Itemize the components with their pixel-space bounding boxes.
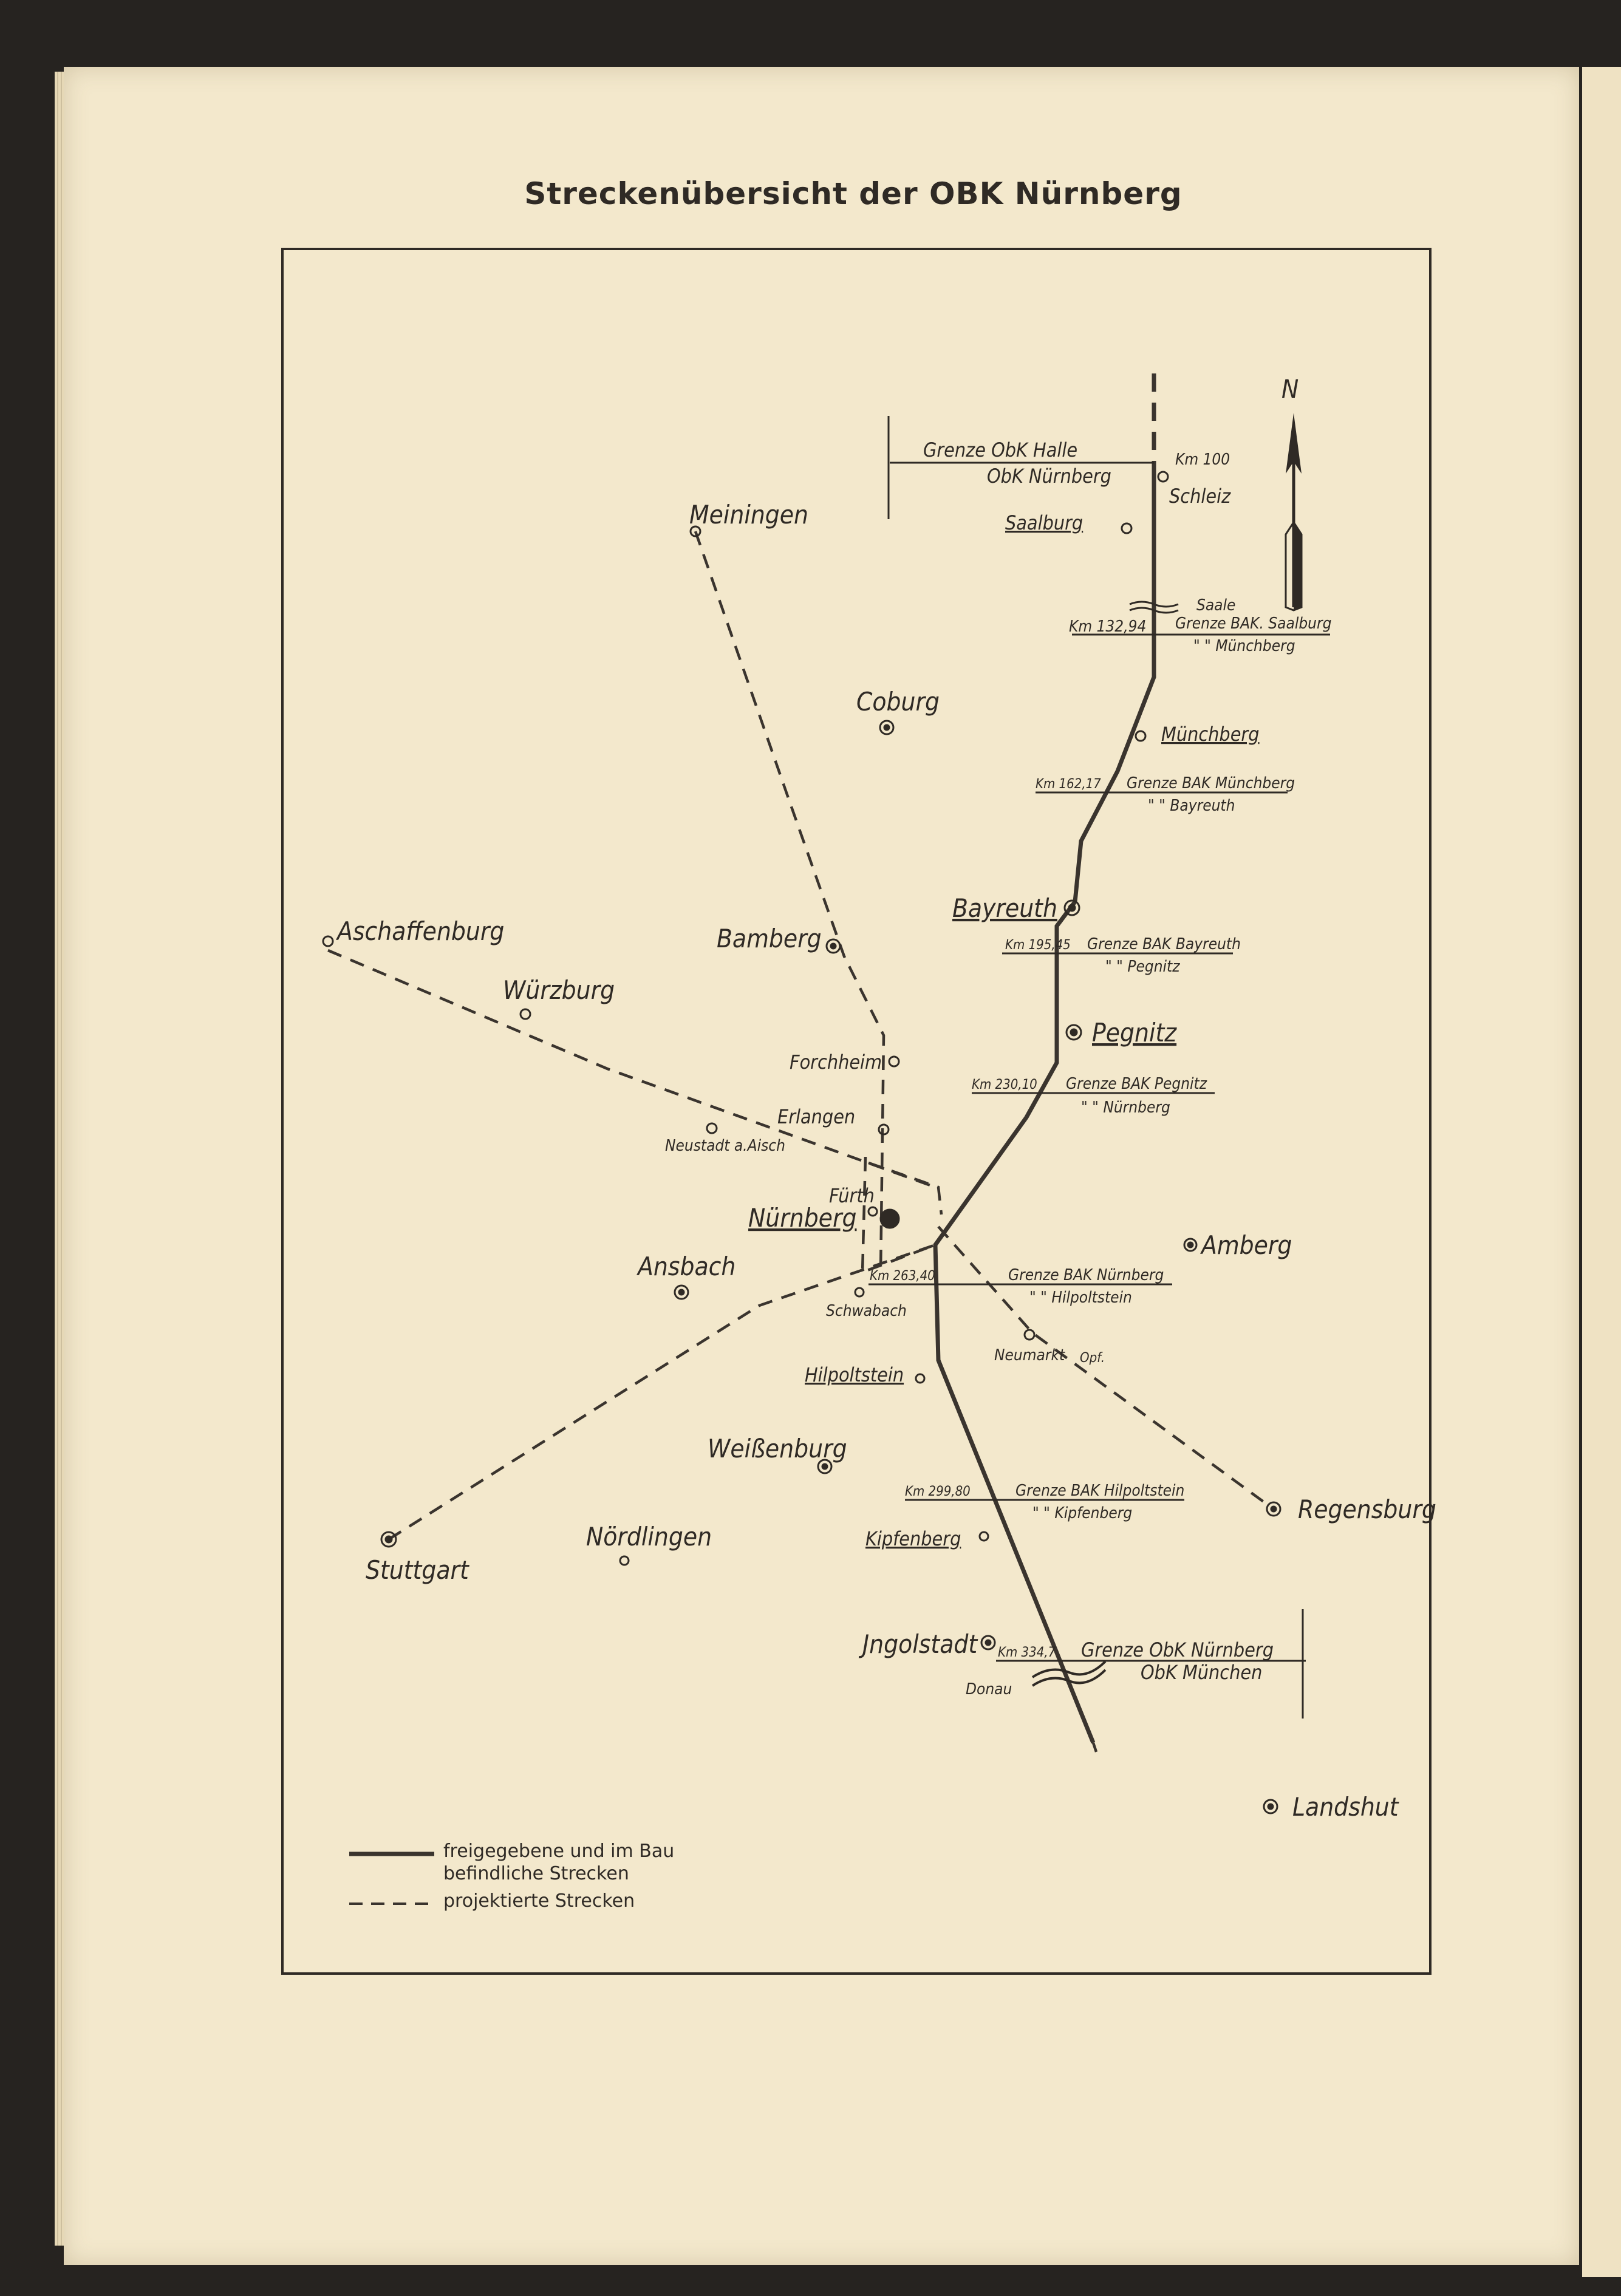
- label-hilpoltstein: Hilpoltstein: [805, 1363, 904, 1386]
- label-bayreuth-top: Grenze BAK Bayreuth: [1087, 935, 1241, 953]
- label-nuernberg: Nürnberg: [748, 1203, 857, 1233]
- label-muenchberg-top: Grenze BAK Münchberg: [1127, 774, 1295, 792]
- town-schwabach-icon: [855, 1288, 864, 1296]
- town-saalburg-icon: [1122, 523, 1131, 533]
- label-muenchberg-km: Km 162,17: [1036, 777, 1101, 792]
- label-ansbach: Ansbach: [638, 1252, 736, 1281]
- label-hilpoltstein-bottom: " " Kipfenberg: [1032, 1504, 1133, 1522]
- label-stuttgart: Stuttgart: [366, 1555, 469, 1585]
- label-weissenburg: Weißenburg: [708, 1434, 847, 1463]
- label-bayreuth-km: Km 195,45: [1005, 938, 1071, 953]
- legend: [349, 1841, 674, 1912]
- label-wuerzburg: Würzburg: [503, 975, 615, 1005]
- label-saale: Saale: [1196, 596, 1236, 615]
- legend-dashed-label: projektierte Strecken: [443, 1890, 635, 1912]
- town-neustadt-icon: [707, 1123, 717, 1133]
- label-bayreuth: Bayreuth: [952, 893, 1057, 923]
- label-neustadt: Neustadt a.Aisch: [665, 1137, 785, 1155]
- label-noerdlingen: Nördlingen: [586, 1522, 712, 1552]
- route-meiningen-dashed: [695, 531, 884, 1272]
- town-noerdlingen-icon: [620, 1556, 629, 1565]
- label-muenchen-bottom: ObK München: [1141, 1661, 1263, 1684]
- label-pegnitz-top: Grenze BAK Pegnitz: [1066, 1075, 1207, 1093]
- label-pegnitz: Pegnitz: [1092, 1018, 1177, 1048]
- town-neumarkt-icon: [1025, 1330, 1034, 1340]
- town-kipfenberg-icon: [980, 1532, 988, 1541]
- label-hilpoltstein-km: Km 299,80: [905, 1484, 971, 1499]
- label-nuernberg-km: Km 263,40: [870, 1269, 935, 1284]
- label-schleiz: Schleiz: [1169, 485, 1231, 508]
- town-muenchberg-icon: [1136, 731, 1145, 741]
- label-pegnitz-bottom: " " Nürnberg: [1081, 1099, 1170, 1117]
- label-regensburg: Regensburg: [1298, 1494, 1436, 1524]
- river-donau-icon: [1032, 1661, 1105, 1686]
- label-border-halle-bottom: ObK Nürnberg: [987, 465, 1111, 488]
- town-forchheim-icon: [889, 1057, 899, 1066]
- label-saalburg-km: Km 132,94: [1069, 618, 1147, 636]
- label-saalburg-top: Grenze BAK. Saalburg: [1175, 615, 1332, 633]
- label-donau: Donau: [966, 1680, 1012, 1698]
- label-muenchen-km: Km 334,7: [998, 1645, 1056, 1660]
- town-wuerzburg-icon: [520, 1009, 530, 1019]
- label-meiningen: Meiningen: [689, 500, 808, 530]
- label-hilpoltstein-top: Grenze BAK Hilpoltstein: [1015, 1482, 1185, 1500]
- label-pegnitz-km: Km 230,10: [972, 1077, 1037, 1092]
- route-south-end: [1093, 1743, 1096, 1752]
- label-aschaffenburg: Aschaffenburg: [337, 916, 505, 946]
- label-nuernberg-top: Grenze BAK Nürnberg: [1008, 1266, 1164, 1284]
- town-aschaffenburg-icon: [323, 936, 333, 946]
- map-frame: [282, 249, 1430, 1974]
- label-bamberg: Bamberg: [717, 924, 822, 953]
- town-nuernberg-icon: [881, 1210, 899, 1228]
- label-landshut: Landshut: [1292, 1792, 1399, 1822]
- label-neumarkt-suffix: Opf.: [1080, 1351, 1105, 1366]
- label-neumarkt: Neumarkt: [994, 1346, 1065, 1364]
- label-km100: Km 100: [1175, 451, 1230, 469]
- label-bayreuth-bottom: " " Pegnitz: [1105, 958, 1180, 976]
- north-arrow: [1286, 413, 1302, 610]
- label-amberg: Amberg: [1201, 1230, 1292, 1260]
- projected-routes: [328, 531, 1269, 1752]
- border-markers: [869, 416, 1330, 1719]
- legend-solid-label-1: freigegebene und im Bau: [443, 1841, 675, 1862]
- town-markers: [323, 472, 1280, 1813]
- label-border-halle-top: Grenze ObK Halle: [923, 438, 1078, 462]
- north-label: N: [1281, 374, 1299, 404]
- label-saalburg: Saalburg: [1005, 511, 1084, 534]
- label-muenchberg: Münchberg: [1161, 723, 1260, 746]
- label-coburg: Coburg: [856, 687, 940, 717]
- label-kipfenberg: Kipfenberg: [865, 1527, 961, 1550]
- label-fuerth: Fürth: [829, 1184, 875, 1207]
- label-muenchberg-bottom: " " Bayreuth: [1148, 797, 1235, 815]
- town-fuerth-icon: [869, 1207, 877, 1216]
- label-schwabach: Schwabach: [826, 1302, 907, 1320]
- page-title: Streckenübersicht der OBK Nürnberg: [524, 176, 1182, 211]
- route-fuerth-link: [869, 1163, 941, 1214]
- label-saalburg-bottom: " " Münchberg: [1193, 637, 1295, 655]
- town-schleiz-icon: [1158, 472, 1168, 482]
- label-forchheim: Forchheim: [790, 1051, 882, 1074]
- label-erlangen: Erlangen: [777, 1105, 856, 1128]
- label-muenchen-top: Grenze ObK Nürnberg: [1081, 1638, 1274, 1661]
- label-ingolstadt: Jngolstadt: [862, 1629, 978, 1659]
- route-stuttgart-dashed: [389, 1245, 935, 1539]
- label-nuernberg-bottom: " " Hilpoltstein: [1029, 1289, 1132, 1307]
- town-hilpoltstein-icon: [916, 1374, 924, 1383]
- legend-solid-label-2: befindliche Strecken: [443, 1863, 629, 1884]
